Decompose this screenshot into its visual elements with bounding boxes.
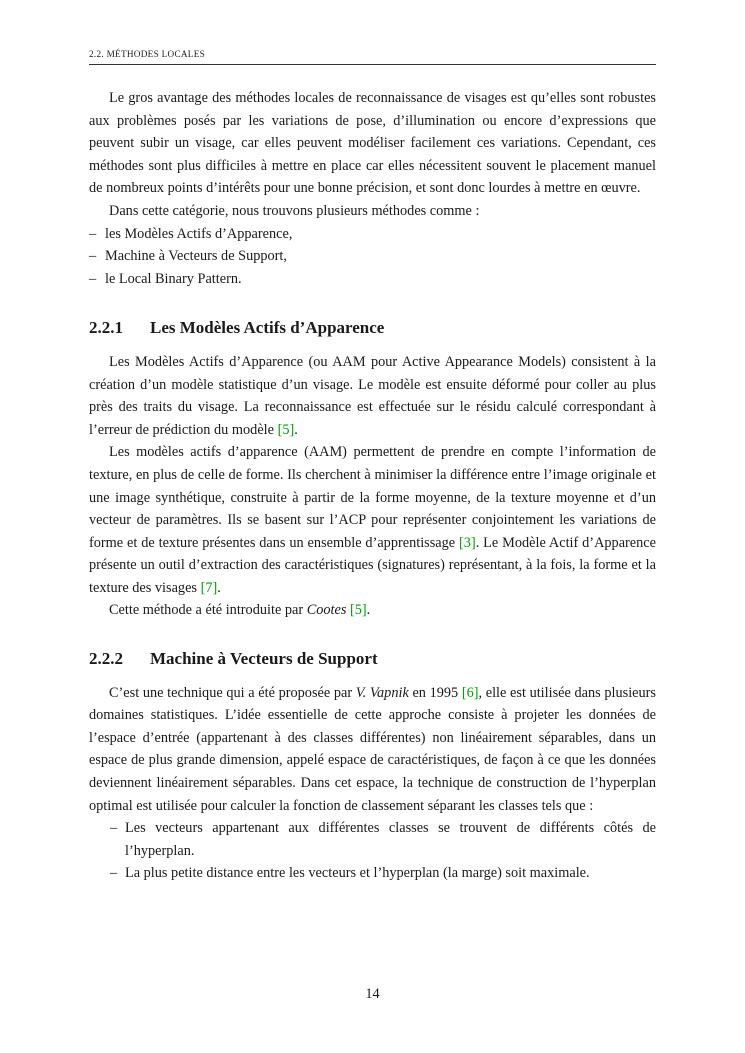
section-title: Machine à Vecteurs de Support (150, 649, 378, 669)
methods-list (89, 223, 656, 291)
intro-paragraph: Le gros avantage des méthodes locales de reconnaissance de visages est qu’elles sont robustes aux problèmes posés par les variations de pose, d’illumination ou encore d’expressions que peuvent subir un visage, car elles peuvent modéliser facilement ces variations. Cependant, ces méthodes sont plus difficiles à mettre en place car elles nécessitent souvent le placement manuel de nombreux points d’intérêts pour une bonne précision, et sont donc lourdes à mettre en œuvre. (89, 90, 656, 197)
svm-conditions-list (89, 817, 656, 885)
header-rule (89, 64, 656, 65)
paragraph-text: . (366, 602, 371, 619)
aam-paragraph-1 (89, 351, 656, 441)
paragraph-text: Cette méthode a été introduite par (109, 602, 307, 619)
list-item: – La plus petite distance entre les vecteurs et l’hyperplan (la marge) soit maximale. (89, 862, 656, 885)
section-title: Les Modèles Actifs d’Apparence (150, 318, 385, 338)
svm-paragraph-1 (89, 682, 656, 818)
paragraph-text: en 1995 (408, 684, 462, 701)
citation-link[interactable]: [5] (350, 602, 367, 619)
aam-paragraph-3 (89, 599, 656, 622)
author-name: V. Vapnik (355, 684, 409, 701)
section-number: 2.2.2 (89, 649, 123, 669)
paragraph-text: Les Modèles Actifs d’Apparence (ou AAM pour Active Appearance Models) consistent à la création d’un modèle statistique d’un visage. Le modèle est ensuite déformé pour coller au plus près des traits du visage. La reconnaissance est effectuée sur le résidu calculé correspondant à l’erreur de prédiction du modèle (89, 353, 656, 438)
paragraph-text: . Le Modèle Actif d’Apparence présente un outil d’extraction des caractéristiques (signatures) représentant, à la fois, la forme et la texture des visages (89, 534, 656, 596)
section-number: 2.2.1 (89, 318, 123, 338)
citation-link[interactable]: [6] (461, 684, 479, 701)
section-heading-aam (89, 317, 656, 340)
author-name: Cootes (306, 602, 347, 619)
intro-list-lead: Dans cette catégorie, nous trouvons plusieurs méthodes comme : (109, 202, 480, 219)
section-heading-svm (89, 648, 656, 671)
list-item: – les Modèles Actifs d’Apparence, (89, 223, 656, 246)
list-item: – Machine à Vecteurs de Support, (89, 245, 656, 268)
page-number: 14 (365, 986, 380, 1002)
paragraph-text: C’est une technique qui a été proposée par (109, 684, 356, 701)
aam-paragraph-2 (89, 441, 656, 599)
list-item: – le Local Binary Pattern. (89, 268, 656, 291)
paragraph-text: Les modèles actifs d’apparence (AAM) permettent de prendre en compte l’information de texture, en plus de celle de forme. Ils cherchent à minimiser la différence entre l’image originale et une image synthétique, construite à partir de la forme moyenne, de la texture moyenne et d’un vecteur de paramètres. Ils se basent sur l’ACP pour représenter conjointement les variations de forme et de texture présentes dans un ensemble d’apprentissage (89, 444, 656, 551)
list-item: – Les vecteurs appartenant aux différentes classes se trouvent de différents côtés de l’hyperplan. (89, 817, 656, 862)
paragraph-text: . (294, 421, 298, 438)
page-body (89, 87, 656, 885)
citation-link[interactable]: [5] (277, 421, 295, 438)
citation-link[interactable]: [3] (459, 534, 476, 551)
citation-link[interactable]: [7] (200, 579, 218, 596)
paragraph-text: , elle est utilisée dans plusieurs domaines statistiques. L’idée essentielle de cette approche consiste à projeter les données de l’espace d’entrée (appartenant à des classes différentes) non linéairement séparables, dans un espace de plus grande dimension, appelé espace de caractéristiques, de façon à ce que les données deviennent linéairement séparables. Dans cet espace, la technique de construction de l’hyperplan optimal est utilisée pour calculer la fonction de classement séparant les classes tels que : (89, 684, 656, 814)
running-head: 2.2. MÉTHODES LOCALES (89, 49, 206, 59)
paragraph-text: . (217, 579, 221, 596)
